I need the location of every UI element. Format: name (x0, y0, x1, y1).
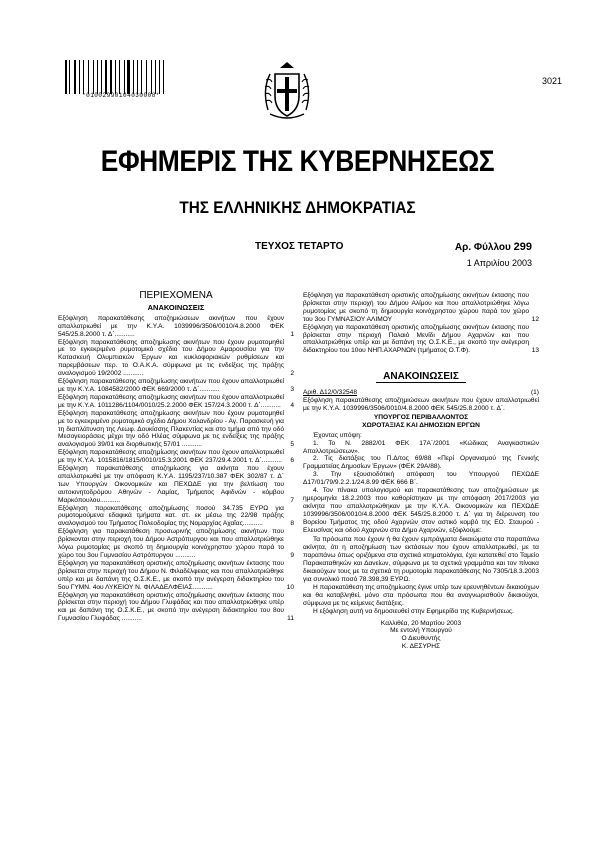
gazette-subtitle: ΤΗΣ ΕΛΛΗΝΙΚΗΣ ΔΗΜΟΚΡΑΤΙΑΣ (179, 198, 416, 217)
contents-entry-text: Εξόφληση για παρακατάθεση οριστικής αποζημίωσης ακινήτων έκτασης που βρίσκεται στην περιοχή του Δήμου Ν. Φιλαδέλφειας και που απαλλοτριώθηκε υπέρ και με δαπάνη της Ο.Σ.Κ.Ε., με σκοπό την ανέγερση διδακτηρίου του 5ου ΓΥΜΝ. 4ου ΛΥΚΕΙΟΥ Ν. ΦΙΛΑΔΕΛΦΕΙΑΣ........... (58, 559, 284, 591)
barcode-bar (95, 60, 96, 94)
clause-6: Η παρακατάθεση της αποζημίωσης έγινε υπέρ των ερευνηθέντων δικαιούχων και θα καταβληθεί, μόνο στα πρόσωπα που θα αναγνωρισθούν δικαιούχοι, σύμφωνα με τις κείμενες διατάξεις. (303, 583, 539, 607)
contents-entry (58, 394, 294, 410)
issue-part: ΤΕΥΧΟΣ ΤΕΤΑΡΤΟ (255, 241, 344, 252)
barcode-bar (141, 60, 142, 94)
barcode-bar (83, 60, 85, 94)
announcement-column (303, 292, 539, 651)
barcode-bar (121, 60, 123, 94)
contents-subheading: ΑΝΑΚΟΙΝΩΣΕΙΣ (147, 302, 205, 312)
having-regard: Έχοντας υπόψη: (313, 431, 362, 439)
barcode-bar (74, 60, 76, 94)
barcode-bar (88, 60, 89, 94)
signature-line-3: Κ. ΔΕΣΥΡΗΣ (401, 643, 441, 651)
signature-line-2: Ο Διευθυντής (401, 635, 441, 643)
barcode-bar (147, 60, 149, 94)
barcode (65, 60, 165, 94)
barcode-bar (151, 60, 152, 94)
ref-index: (1) (530, 389, 539, 397)
announcement-heading: ΑΝΑΚΟΙΝΩΣΕΙΣ (376, 373, 466, 383)
contents-entry (58, 410, 294, 450)
ref-number: Αριθ. Δ12/0/32548 (303, 389, 357, 397)
barcode-bar (65, 60, 67, 94)
contents-entry-page: 10 (286, 583, 294, 591)
contents-entry (58, 465, 294, 505)
contents-entry (58, 315, 294, 339)
coat-of-arms-emblem (258, 60, 316, 124)
gazette-title: ΕΦΗΜΕΡΙΣ ΤΗΣ ΚΥΒΕΡΝΗΣΕΩΣ (100, 145, 495, 178)
barcode-bar (143, 60, 145, 94)
barcode-bar (127, 60, 129, 94)
contents-entry (58, 528, 294, 560)
contents-entry-page: 12 (531, 315, 539, 323)
barcode-bar (131, 60, 133, 94)
contents-entry-text: Εξόφληση παρακατάθεσης αποζημίωσης ακινήτων που έχουν ρυμοτομηθεί με το εγκεκριμένο ρυμοτομικό σχέδιο του Δήμου Αμαρουσίου για την Κατασκευή Ολυμπιακών Έργων και κυκλοφοριακών ρυθμίσεων και παρεμβάσεων περ. το Ο.Α.Κ.Α. σύμφωνα με τις ενδείξεις της πράξης αναλογισμού 19/2002 ........... (58, 338, 284, 378)
barcode-bar (119, 60, 120, 94)
contents-entry (303, 292, 539, 324)
contents-entry-text: Εξόφληση παρακατάθεσης αποζημίωσης ακινήτων που έχουν απαλλοτριωθεί με την Κ.Υ.Α. 1084582/2000 ΦΕΚ 669/2000 τ. Δ΄........... (58, 378, 284, 393)
barcode-bar (133, 60, 134, 94)
barcode-text: *01002990104030008* (82, 92, 160, 99)
contents-entry-text: Εξόφληση παρακατάθεσης αποζημίωσης ακινήτων που έχουν απαλλοτριωθεί με την Κ.Υ.Α. 1011286/1104/0010/25.2.2000 ΦΕΚ 157/24.3.2000 τ. Δ΄........... (58, 393, 284, 409)
barcode-bar (97, 60, 99, 94)
contents-entry-page: 7 (290, 496, 294, 504)
contents-entry-page: 8 (290, 520, 294, 528)
sheet-value: 299 (513, 241, 532, 253)
clause-7: Η εξόφληση αυτή να δημοσιευθεί στην Εφημερίδα της Κυβερνήσεως. (313, 607, 514, 615)
announcement-intro: Εξόφληση παρακατάθεσης αποζημιώσεων ακινήτων που έχουν απαλλοτριωθεί με την Κ.Υ.Α. 1039996/3506/0010/4.8.2000 ΦΕΚ 545/25.8.2000 τ. Δ΄. (303, 397, 539, 412)
contents-entry-page: 11 (287, 615, 294, 623)
barcode-bar (71, 60, 73, 94)
barcode-bar (163, 60, 164, 94)
barcode-bar (99, 60, 100, 94)
clause-3: 3. Την εξουσιοδότική απόφαση του Υπουργού ΠΕΧΩΔΕ Δ17/01/79/9.2.2.1/24.8.99 ΦΕΚ 666 Β΄. (303, 471, 539, 487)
ministry-line-1: ΥΠΟΥΡΓΟΣ ΠΕΡΙΒΑΛΛΟΝΤΟΣ (373, 413, 469, 421)
issue-date: 1 Απριλίου 2003 (466, 258, 532, 268)
clause-1: 1. Το Ν. 2882/01 ΦΕΚ 17Α΄/2001 «Κώδικας Αναγκαστικών Απαλλοτριώσεων». (303, 439, 539, 455)
contents-entry (58, 505, 294, 529)
barcode-bar (105, 60, 107, 94)
barcode-bar (157, 60, 158, 94)
barcode-bar (113, 60, 114, 94)
barcode-bar (68, 60, 69, 94)
barcode-bar (137, 60, 139, 94)
contents-entry-page: 13 (531, 347, 539, 355)
contents-entry-page: 5 (290, 441, 294, 449)
place-date: Καλλιθέα, 20 Μαρτίου 2003 (380, 619, 462, 627)
contents-entry-text: Εξόφληση παρακατάθεσης αποζημίωσης ποσού 34.735 ΕΥΡΩ για ρυμοτομούμενα εδαφικά τμήματα κατ. στ. εκ μέσω της 22/98 πράξης αναλογισμού του Τμήματος Πολεοδομίας της Νομαρχίας Αχαΐας........... (58, 504, 284, 528)
barcode-bar (146, 60, 147, 94)
barcode-bar (81, 60, 82, 94)
contents-entry (58, 339, 294, 379)
contents-entry-text: Εξόφληση για παρακατάθεση οριστικής αποζημίωσης ακινήτων έκτασης που βρίσκεται στην περιοχή του Δήμου Αλίμου και που απαλλοτριώθηκε λόγω ρυμοτομίας με σκοπό τη δημιουργία κοινόχρηστου χώρου παρά τον χώρο του 3ου ΓΥΜΝΑΣΙΟΥ ΑΛΙΜΟΥ (303, 292, 529, 323)
clause-4: 4. Τον πίνακα υπολογισμού και παρακατάθεσης των αποζημιώσεων με ημερομηνία 18.2.2003 που καθορίστηκαν με την απόφαση 2017/2003 για ακίνητα που απαλλοτριώθηκαν με την Κ.Υ.Α. Οικονομικών και ΠΕΧΩΔΕ 1039996/3506/0010/4.8.2000 ΦΕΚ 545/25.8.2000 τ. Δ΄ για τη διέρευνση του Βορείου Τμήματος της οδού Αχαρνών στον αστικό κομβό της ΕΟ. Σταυρού - Ελευσίνας και οδού Αχαρνών στο Δήμο Αχαρνών, εξόφλούμε: (303, 487, 539, 534)
contents-entry (58, 378, 294, 394)
contents-column (58, 292, 294, 623)
barcode-bar (124, 60, 125, 94)
barcode-bar (135, 60, 136, 94)
barcode-bar (139, 60, 140, 94)
barcode-bar (101, 60, 102, 94)
contents-entry-page: 6 (290, 457, 294, 465)
barcode-bar (125, 60, 126, 94)
contents-entry-page: 9 (290, 552, 294, 559)
clause-2: 2. Τις διατάξεις του Π.Δ/τος 69/88 «Περί Οργανισμού της Γενικής Γραμματείας Δημοσίων Έργων» (ΦΕΚ 29Α/88). (303, 455, 539, 471)
contents-entry-page: 3 (290, 385, 294, 393)
sheet-label: Αρ. Φύλλου (454, 242, 511, 253)
signature-line-1: Με εντολή Υπουργού (390, 627, 452, 635)
barcode-bar (93, 60, 94, 94)
contents-entry-text: Εξόφληση παρακατάθεσης αποζημίωσης ακινήτων που έχουν ρυμοτομηθεί με το εγκεκριμένο ρυμοτομικό σχέδιο Δήμου Χαλανδρίου - Αγ. Παρασκευή για τη διαπλάτυνση της Λεωφ. Δουκίσσης Πλακεντίας και στο τμήμα από την οδό Μεσογειοράσεις μέχρι την οδό Ηλέας σύμφωνα με τις ενδείξεις της πράξης αναλογισμού 39/01 και διορθωτικής 57/01 ........... (58, 409, 284, 449)
barcode-bar (117, 60, 119, 94)
page-number: 3021 (541, 76, 562, 86)
contents-entry-text: Εξόφληση παρακατάθεσης αποζημιώσεων ακινήτων που έχουν απαλλοτριωθεί με την Κ.Υ.Α. 1039996/3506/0010/4.8.2000 ΦΕΚ 545/25.8.2000 τ. Δ΄........... (58, 314, 284, 338)
barcode-bar (159, 60, 161, 94)
contents-entry-text: Εξόφληση παρακατάθεσης αποζημίωσης για ακίνητα που έχουν απαλλοτριωθεί με την απόφαση Κ.Υ.Α. 1195/237/10.387 ΦΕΚ 302/87 τ. Δ΄ των Υπουργών Οικονομικών και ΠΕΧΩΔΕ για την βελτίωση του αυτοκινητοδρόμου Αθηνών - Λαμίας, Τμήματος Αφιδνών - κόμβου Μαρκόπουλου........... (58, 465, 284, 504)
barcode-bar (155, 60, 156, 94)
barcode-bar (153, 60, 155, 94)
clause-5: Τα πρόσωπα που έχουν ή θα έχουν εμπράγματα δικαιώματα στα παραπάνω ακίνητα, ότι η αποζημίωση των εκτάσεων που έχουν απαλλοτριωθεί, με τα παραπάνω όπως οριζόμενα στα σχετικά κτηματολόγια, έχει κατατεθεί στο Ταμείο Παρακαταθηκών και Δανείων, σύμφωνα με τα σχετικά γραμμάτια και τον πίνακα δικαιούχων τους με τα σχετικά τη ρυμοτομία παρακατάθεσης Νο 7305/18.3.2003 για συνολικό ποσό 78.398,39 ΕΥΡΩ. (303, 536, 539, 583)
contents-entry-text: Εξόφληση παρακατάθεσης αποζημίωσης ακινήτων που έχουν απαλλοτριωθεί με την Κ.Υ.Α. 1015816/1815/0010/15.3.2001 ΦΕΚ 237/29.4.2001 τ. Δ΄........... (58, 449, 284, 465)
contents-entry (58, 449, 294, 465)
barcode-bar (79, 60, 80, 94)
barcode-bar (161, 60, 162, 94)
barcode-bar (85, 60, 87, 94)
contents-entry-page: 1 (290, 330, 294, 338)
sheet-number (455, 241, 532, 253)
contents-entry-text: Εξόφληση για παρακατάθεση προσωρινής αποζημίωσης ακινήτων που βρίσκονται στην περιοχή του Δήμου Αστρόπυργου και που απαλλοτριώθηκε λόγω ρυμοτομίας με σκοπό τη δημιουργία κοινόχρηστου χώρου παρά το χώρο του 3ου Γυμνασίου Αστρόπυργου ........... (58, 528, 284, 559)
barcode-bar (108, 60, 109, 94)
barcode-bar (69, 60, 70, 94)
barcode-bar (77, 60, 78, 94)
contents-entry (58, 592, 294, 624)
contents-entry-page: 2 (290, 370, 294, 378)
barcode-bar (110, 60, 112, 94)
contents-heading: ΠΕΡΙΕΧΟΜΕΝΑ (139, 290, 213, 301)
contents-entry (303, 324, 539, 356)
barcode-bar (103, 60, 105, 94)
ministry-line-2: ΧΩΡΟΤΑΞΙΑΣ ΚΑΙ ΔΗΜΟΣΙΩΝ ΕΡΓΩΝ (362, 421, 480, 429)
contents-entry (58, 560, 294, 592)
contents-entry-text: Εξόφληση για παρακατάθεση οριστικής αποζημίωσης ακινήτων έκτασης που βρίσκεται στην περιοχή Παλαιό Μενίδι Δήμου Αχαρνών και που απαλλοτριώθηκε υπέρ και με δαπάνη της Ο.Σ.Κ.Ε., με σκοπό την ανέγερση διδακτηρίου του 10ου ΝΗΠ.ΑΧΑΡΝΩΝ (τμήματος Ο.Τ.Φ). (303, 323, 529, 355)
barcode-bar (90, 60, 92, 94)
announcement-ref (303, 389, 539, 397)
barcode-bar (115, 60, 116, 94)
contents-entry-text: Εξόφληση για παρακατάθεση οριστικής αποζημίωσης ακινήτων έκτασης που βρίσκεται στην περιοχή του Δήμου Γλυφάδας και που απαλλοτριώθηκε υπέρ και με δαπάνη της Ο.Σ.Κ.Ε., με σκοπό την ανέγερση διδακτηρίου του 8ου Γυμνασίου Γλυφάδας ........... (58, 591, 284, 623)
contents-entry-page: 4 (290, 401, 294, 409)
